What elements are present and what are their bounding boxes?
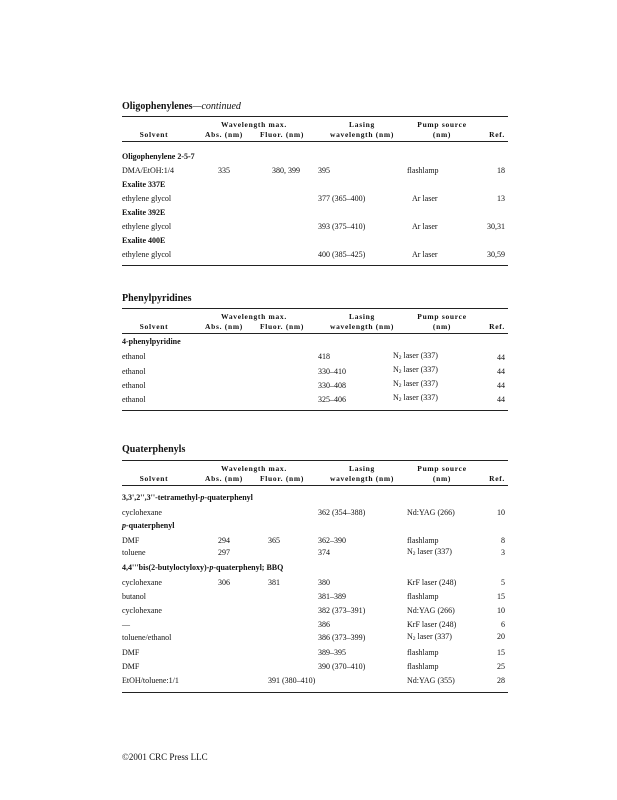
bottom-rule [122, 692, 508, 693]
header-lasing-wavelength: wavelength (nm) [329, 322, 395, 331]
cell-solvent: DMA/EtOH:1/4 [122, 166, 174, 175]
header-pump-source: Pump source [417, 464, 467, 473]
compound-part: -quaterphenyl; BBQ [213, 563, 284, 572]
title-suffix: —continued [192, 101, 241, 112]
cell-pump [393, 365, 438, 375]
cell-lasing: 393 (375–410) [318, 222, 366, 231]
header-rule [122, 485, 508, 486]
cell-pump: flashlamp [407, 536, 439, 545]
cell-solvent: cyclohexane [122, 508, 162, 517]
table-quaterphenyls [122, 460, 508, 694]
header-lasing-wavelength: wavelength (nm) [329, 474, 395, 483]
cell-ref: 10 [497, 606, 505, 615]
cell-pump: Ar laser [412, 222, 438, 231]
header-solvent: Solvent [139, 322, 169, 331]
compound-part: 4,4'''bis(2-butyloctyloxy)- [122, 563, 210, 572]
cell-solvent: ethanol [122, 352, 146, 361]
cell-fluor: 381 [268, 578, 280, 587]
cell-lasing: 386 [318, 620, 330, 629]
cell-ref: 30,31 [487, 222, 505, 231]
header-pump-nm: (nm) [432, 130, 452, 139]
pump-text: laser (337) [401, 365, 438, 374]
compound-part: 3,3',2'',3''-tetramethyl- [122, 493, 201, 502]
cell-ref: 6 [501, 620, 505, 629]
cell-solvent: DMF [122, 662, 140, 671]
title-text: Oligophenylenes [122, 101, 193, 112]
cell-ref: 18 [497, 166, 505, 175]
n2-symbol: N [407, 547, 413, 556]
cell-lasing: 362 (354–388) [318, 508, 366, 517]
pump-text: laser (337) [401, 351, 438, 360]
cell-ref: 10 [497, 508, 505, 517]
cell-lasing: 325–406 [318, 395, 346, 404]
pump-text: laser (337) [401, 379, 438, 388]
cell-lasing: 400 (385–425) [318, 250, 366, 259]
cell-pump: Nd:YAG (355) [407, 676, 455, 685]
cell-abs: 306 [218, 578, 230, 587]
header-solvent: Solvent [139, 130, 169, 139]
section-title-quaterphenyls: Quaterphenyls [122, 444, 186, 455]
compound-part: -quaterphenyl [204, 493, 253, 502]
header-lasing: Lasing [349, 464, 375, 473]
cell-lasing: 381–389 [318, 592, 346, 601]
cell-pump [407, 547, 452, 557]
pump-text: laser (337) [415, 547, 452, 556]
cell-lasing: 382 (373–391) [318, 606, 366, 615]
cell-abs: 297 [218, 548, 230, 557]
cell-pump: flashlamp [407, 662, 439, 671]
cell-pump: Nd:YAG (266) [407, 606, 455, 615]
header-pump-source: Pump source [417, 120, 467, 129]
cell-solvent: ethylene glycol [122, 194, 172, 203]
cell-ref: 30,59 [487, 250, 505, 259]
cell-lasing: 374 [318, 548, 330, 557]
cell-lasing: 362–390 [318, 536, 346, 545]
n2-symbol: N [393, 351, 399, 360]
n2-subscript: 2 [398, 369, 402, 375]
header-pump-nm: (nm) [432, 474, 452, 483]
cell-ref: 44 [497, 367, 505, 376]
cell-solvent: toluene/ethanol [122, 633, 172, 642]
cell-fluor: 365 [268, 536, 280, 545]
cell-abs: 335 [218, 166, 230, 175]
cell-ref: 44 [497, 353, 505, 362]
cell-pump: Nd:YAG (266) [407, 508, 455, 517]
copyright-footer: ©2001 CRC Press LLC [122, 752, 208, 762]
table-oligophenylenes [122, 116, 508, 266]
cell-abs: 294 [218, 536, 230, 545]
cell-solvent: EtOH/toluene:1/1 [122, 676, 179, 685]
cell-ref: 20 [497, 632, 505, 641]
table-phenylpyridines [122, 308, 508, 412]
cell-pump [407, 632, 452, 642]
n2-symbol: N [393, 365, 399, 374]
n2-symbol: N [393, 379, 399, 388]
n2-symbol: N [393, 393, 399, 402]
header-lasing-wavelength: wavelength (nm) [329, 130, 395, 139]
compound-name: Exalite 337E [122, 180, 166, 189]
header-lasing: Lasing [349, 120, 375, 129]
n2-subscript: 2 [412, 636, 416, 642]
cell-lasing: 395 [318, 166, 330, 175]
header-fluor: Fluor. (nm) [259, 474, 305, 483]
header-ref: Ref. [489, 474, 505, 483]
cell-solvent: — [122, 620, 130, 629]
cell-pump: KrF laser (248) [407, 578, 457, 587]
cell-lasing: 330–410 [318, 367, 346, 376]
header-abs: Abs. (nm) [205, 474, 243, 483]
cell-ref: 15 [497, 592, 505, 601]
compound-name [122, 493, 253, 502]
cell-lasing: 377 (365–400) [318, 194, 366, 203]
cell-lasing: 390 (370–410) [318, 662, 366, 671]
header-solvent: Solvent [139, 474, 169, 483]
header-abs: Abs. (nm) [205, 322, 243, 331]
compound-name: Exalite 392E [122, 208, 166, 217]
cell-fluor: 380, 399 [272, 166, 300, 175]
compound-name: 4-phenylpyridine [122, 337, 181, 346]
n2-subscript: 2 [412, 551, 416, 557]
header-fluor: Fluor. (nm) [259, 322, 305, 331]
cell-ref: 44 [497, 395, 505, 404]
n2-symbol: N [407, 632, 413, 641]
header-abs: Abs. (nm) [205, 130, 243, 139]
compound-part-italic: p [122, 521, 126, 530]
section-title-oligophenylenes [122, 101, 241, 112]
compound-part-italic: p [209, 563, 214, 572]
pump-text: laser (337) [415, 632, 452, 641]
header-wavelength-max: Wavelength max. [221, 312, 287, 321]
cell-ref: 3 [501, 548, 505, 557]
bottom-rule [122, 265, 508, 266]
cell-solvent: DMF [122, 536, 140, 545]
cell-lasing: 386 (373–399) [318, 633, 366, 642]
cell-ref: 25 [497, 662, 505, 671]
cell-ref: 8 [501, 536, 505, 545]
pump-text: laser (337) [401, 393, 438, 402]
compound-part: -quaterphenyl [126, 521, 175, 530]
compound-name [122, 521, 174, 530]
cell-solvent: toluene [122, 548, 146, 557]
header-ref: Ref. [489, 130, 505, 139]
cell-pump: flashlamp [407, 166, 439, 175]
header-rule [122, 333, 508, 334]
header-pump-nm: (nm) [432, 322, 452, 331]
header-wavelength-max: Wavelength max. [221, 120, 287, 129]
cell-solvent: ethylene glycol [122, 250, 172, 259]
header-rule [122, 141, 508, 142]
cell-solvent: cyclohexane [122, 578, 162, 587]
section-title-phenylpyridines: Phenylpyridines [122, 293, 192, 304]
compound-name: Exalite 400E [122, 236, 166, 245]
cell-pump: flashlamp [407, 592, 439, 601]
cell-pump: flashlamp [407, 648, 439, 657]
compound-name [122, 563, 283, 572]
cell-pump [393, 351, 438, 361]
cell-ref: 15 [497, 648, 505, 657]
cell-pump [393, 379, 438, 389]
cell-fluor: 391 (380–410) [268, 676, 316, 685]
cell-solvent: DMF [122, 648, 140, 657]
cell-solvent: ethanol [122, 367, 146, 376]
cell-ref: 13 [497, 194, 505, 203]
cell-lasing: 418 [318, 352, 330, 361]
cell-lasing: 389–395 [318, 648, 346, 657]
cell-solvent: butanol [122, 592, 146, 601]
top-rule [122, 116, 508, 117]
top-rule [122, 460, 508, 461]
cell-pump: Ar laser [412, 194, 438, 203]
cell-ref: 5 [501, 578, 505, 587]
n2-subscript: 2 [398, 397, 402, 403]
cell-solvent: cyclohexane [122, 606, 162, 615]
cell-pump: KrF laser (248) [407, 620, 457, 629]
bottom-rule [122, 410, 508, 411]
cell-solvent: ethanol [122, 381, 146, 390]
top-rule [122, 308, 508, 309]
cell-ref: 44 [497, 381, 505, 390]
n2-subscript: 2 [398, 383, 402, 389]
compound-name: Oligophenylene 2-5-7 [122, 152, 195, 161]
cell-lasing: 380 [318, 578, 330, 587]
cell-pump: Ar laser [412, 250, 438, 259]
header-lasing: Lasing [349, 312, 375, 321]
header-wavelength-max: Wavelength max. [221, 464, 287, 473]
cell-solvent: ethylene glycol [122, 222, 172, 231]
header-ref: Ref. [489, 322, 505, 331]
cell-lasing: 330–408 [318, 381, 346, 390]
header-pump-source: Pump source [417, 312, 467, 321]
compound-part-italic: p [200, 493, 205, 502]
cell-solvent: ethanol [122, 395, 146, 404]
cell-pump [393, 393, 438, 403]
header-fluor: Fluor. (nm) [259, 130, 305, 139]
cell-ref: 28 [497, 676, 505, 685]
n2-subscript: 2 [398, 355, 402, 361]
